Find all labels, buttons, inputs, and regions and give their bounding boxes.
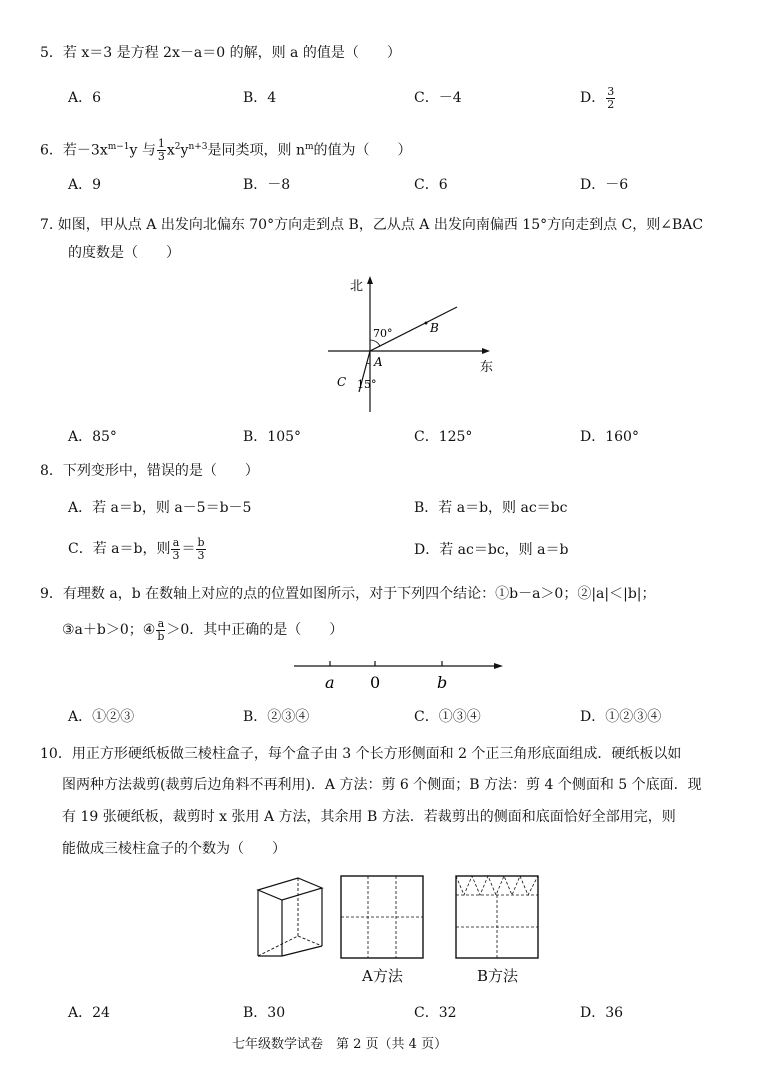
q6-option-d: D．－6 [580, 177, 629, 193]
q10-label-a-method: A方法 [362, 967, 403, 985]
q8-frac2-num: b [197, 535, 205, 549]
q10-line1: 10．用正方形硬纸板做三棱柱盒子，每个盒子由 3 个长方形侧面和 2 个正三角形底面组成．硬纸板以如 [40, 746, 682, 762]
q6-sup2: 2 [174, 142, 181, 152]
q10-board-b-triangles [456, 876, 538, 895]
q7-option-c: C．125° [414, 429, 473, 445]
q9-line2-pre: ③a＋b＞0；④ [62, 622, 156, 638]
q9-label-zero: 0 [370, 673, 381, 692]
q7-option-d: D．160° [580, 429, 639, 445]
q5-option-d-fraction [606, 86, 615, 111]
q9-stem-line1: 9．有理数 a，b 在数轴上对应的点的位置如图所示，对于下列四个结论：①b－a＞0；②|a|＜|b|； [40, 586, 656, 602]
q9-label-a: a [325, 673, 335, 692]
q10-option-d: D．36 [580, 1005, 624, 1021]
q10-label-b-method: B方法 [477, 967, 519, 985]
q6-frac-den: 3 [157, 150, 165, 164]
q7-east-arrow [482, 348, 490, 354]
q10-prism-figure [250, 870, 330, 962]
q8-option-a: A．若 a＝b，则 a－5＝b－5 [68, 500, 252, 516]
q6-option-a: A．9 [68, 177, 102, 193]
q10-line2: 图两种方法裁剪(裁剪后边角料不再利用)．A 方法：剪 6 个侧面；B 方法：剪 4 个侧面和 5 个底面．现 [62, 777, 702, 793]
q9-number-line [290, 654, 510, 694]
q9-option-c: C．①③④ [414, 709, 481, 725]
q9-stem-line2 [62, 614, 343, 646]
q9-axis-arrow [494, 663, 503, 669]
q7-option-a: A．85° [68, 429, 117, 445]
q8-option-b: B．若 a＝b，则 ac＝bc [414, 500, 568, 516]
q5-option-d [580, 80, 616, 116]
q10-option-b: B．30 [243, 1005, 286, 1021]
q9-option-a: A．①②③ [68, 709, 135, 725]
q6-stem [40, 132, 412, 166]
q8-stem: 8．下列变形中，错误的是（ ） [40, 463, 259, 479]
q7-stem-line1: 7. 如图，甲从点 A 出发向北偏东 70°方向走到点 B，乙从点 A 出发向南偏西 15°方向走到点 C，则∠BAC [40, 217, 704, 233]
q6-option-c: C．6 [414, 177, 448, 193]
q10-prism-hidden-bottom-2 [298, 936, 322, 946]
q7-label-east: 东 [480, 360, 494, 375]
q10-option-c: C．32 [414, 1005, 457, 1021]
q9-fraction [156, 618, 165, 643]
q5-option-d-prefix: D． [580, 90, 606, 106]
q8-option-d: D．若 ac＝bc，则 a＝b [414, 542, 569, 558]
q5-option-b: B．4 [243, 90, 277, 106]
q6-post: 是同类项，则 n [207, 142, 305, 159]
q6-mid1: y 与 [129, 142, 156, 159]
q6-option-b: B．－8 [243, 177, 291, 193]
q6-mid3: y [180, 142, 189, 159]
q6-stem-pre: 6．若－3x [40, 142, 108, 159]
q10-option-a: A．24 [68, 1005, 110, 1021]
q10-line3: 有 19 张硬纸板，裁剪时 x 张用 A 方法，其余用 B 方法．若裁剪出的侧面和底面恰好全部用完，则 [62, 809, 676, 825]
q7-label-b: B [430, 321, 439, 335]
q5-option-a: A．6 [68, 90, 102, 106]
q7-point-b [425, 322, 428, 325]
q9-label-b: b [437, 673, 448, 692]
q10-prism-bottom-2 [282, 946, 322, 956]
q7-label-a: A [374, 355, 383, 369]
q7-north-arrow [367, 276, 373, 284]
q5-d-denominator: 2 [607, 97, 615, 111]
q8-option-c-pre: C．若 a＝b，则 [68, 541, 171, 557]
q10-board-a [340, 875, 424, 959]
q6-fraction [157, 138, 166, 163]
q8-option-c-eq: ＝ [181, 541, 196, 557]
page-footer: 七年级数学试卷 第 2 页（共 4 页） [232, 1037, 448, 1052]
q9-line2-post: ＞0．其中正确的是（ ） [166, 622, 344, 638]
q7-label-15: 15° [357, 378, 377, 391]
q8-frac1-num: a [172, 535, 180, 549]
q6-sup1: m−1 [107, 142, 130, 152]
q7-stem-line2: 的度数是（ ） [68, 245, 180, 261]
q7-arc-70 [370, 340, 380, 346]
q9-frac-num: a [157, 616, 165, 630]
q5-d-numerator: 3 [607, 84, 615, 98]
q8-frac1-den: 3 [172, 548, 180, 562]
q5-stem: 5．若 x＝3 是方程 2x－a＝0 的解，则 a 的值是（ ） [40, 45, 401, 61]
q6-frac-num: 1 [157, 137, 165, 151]
q7-option-b: B．105° [243, 429, 302, 445]
q5-option-c: C．－4 [414, 90, 462, 106]
q10-prism-top [258, 878, 322, 900]
q8-option-c [68, 533, 207, 565]
q10-line4: 能做成三棱柱盒子的个数为（ ） [62, 841, 286, 857]
q9-frac-den: b [157, 629, 165, 643]
q6-sup3: n+3 [188, 142, 208, 152]
q7-label-c: C [337, 375, 347, 389]
q8-frac-b3 [196, 537, 205, 562]
q9-option-b: B．②③④ [243, 709, 310, 725]
q9-option-d: D．①②③④ [580, 709, 662, 725]
q6-mid2: x [166, 142, 175, 159]
q7-label-north: 北 [350, 279, 364, 294]
q7-direction-figure [320, 268, 510, 418]
q8-frac2-den: 3 [197, 548, 205, 562]
q6-sup4: m [305, 142, 314, 152]
q10-board-b [455, 875, 539, 959]
q7-label-70: 70° [373, 327, 393, 340]
q6-end: 的值为（ ） [313, 142, 412, 159]
q8-frac-a3 [171, 537, 180, 562]
